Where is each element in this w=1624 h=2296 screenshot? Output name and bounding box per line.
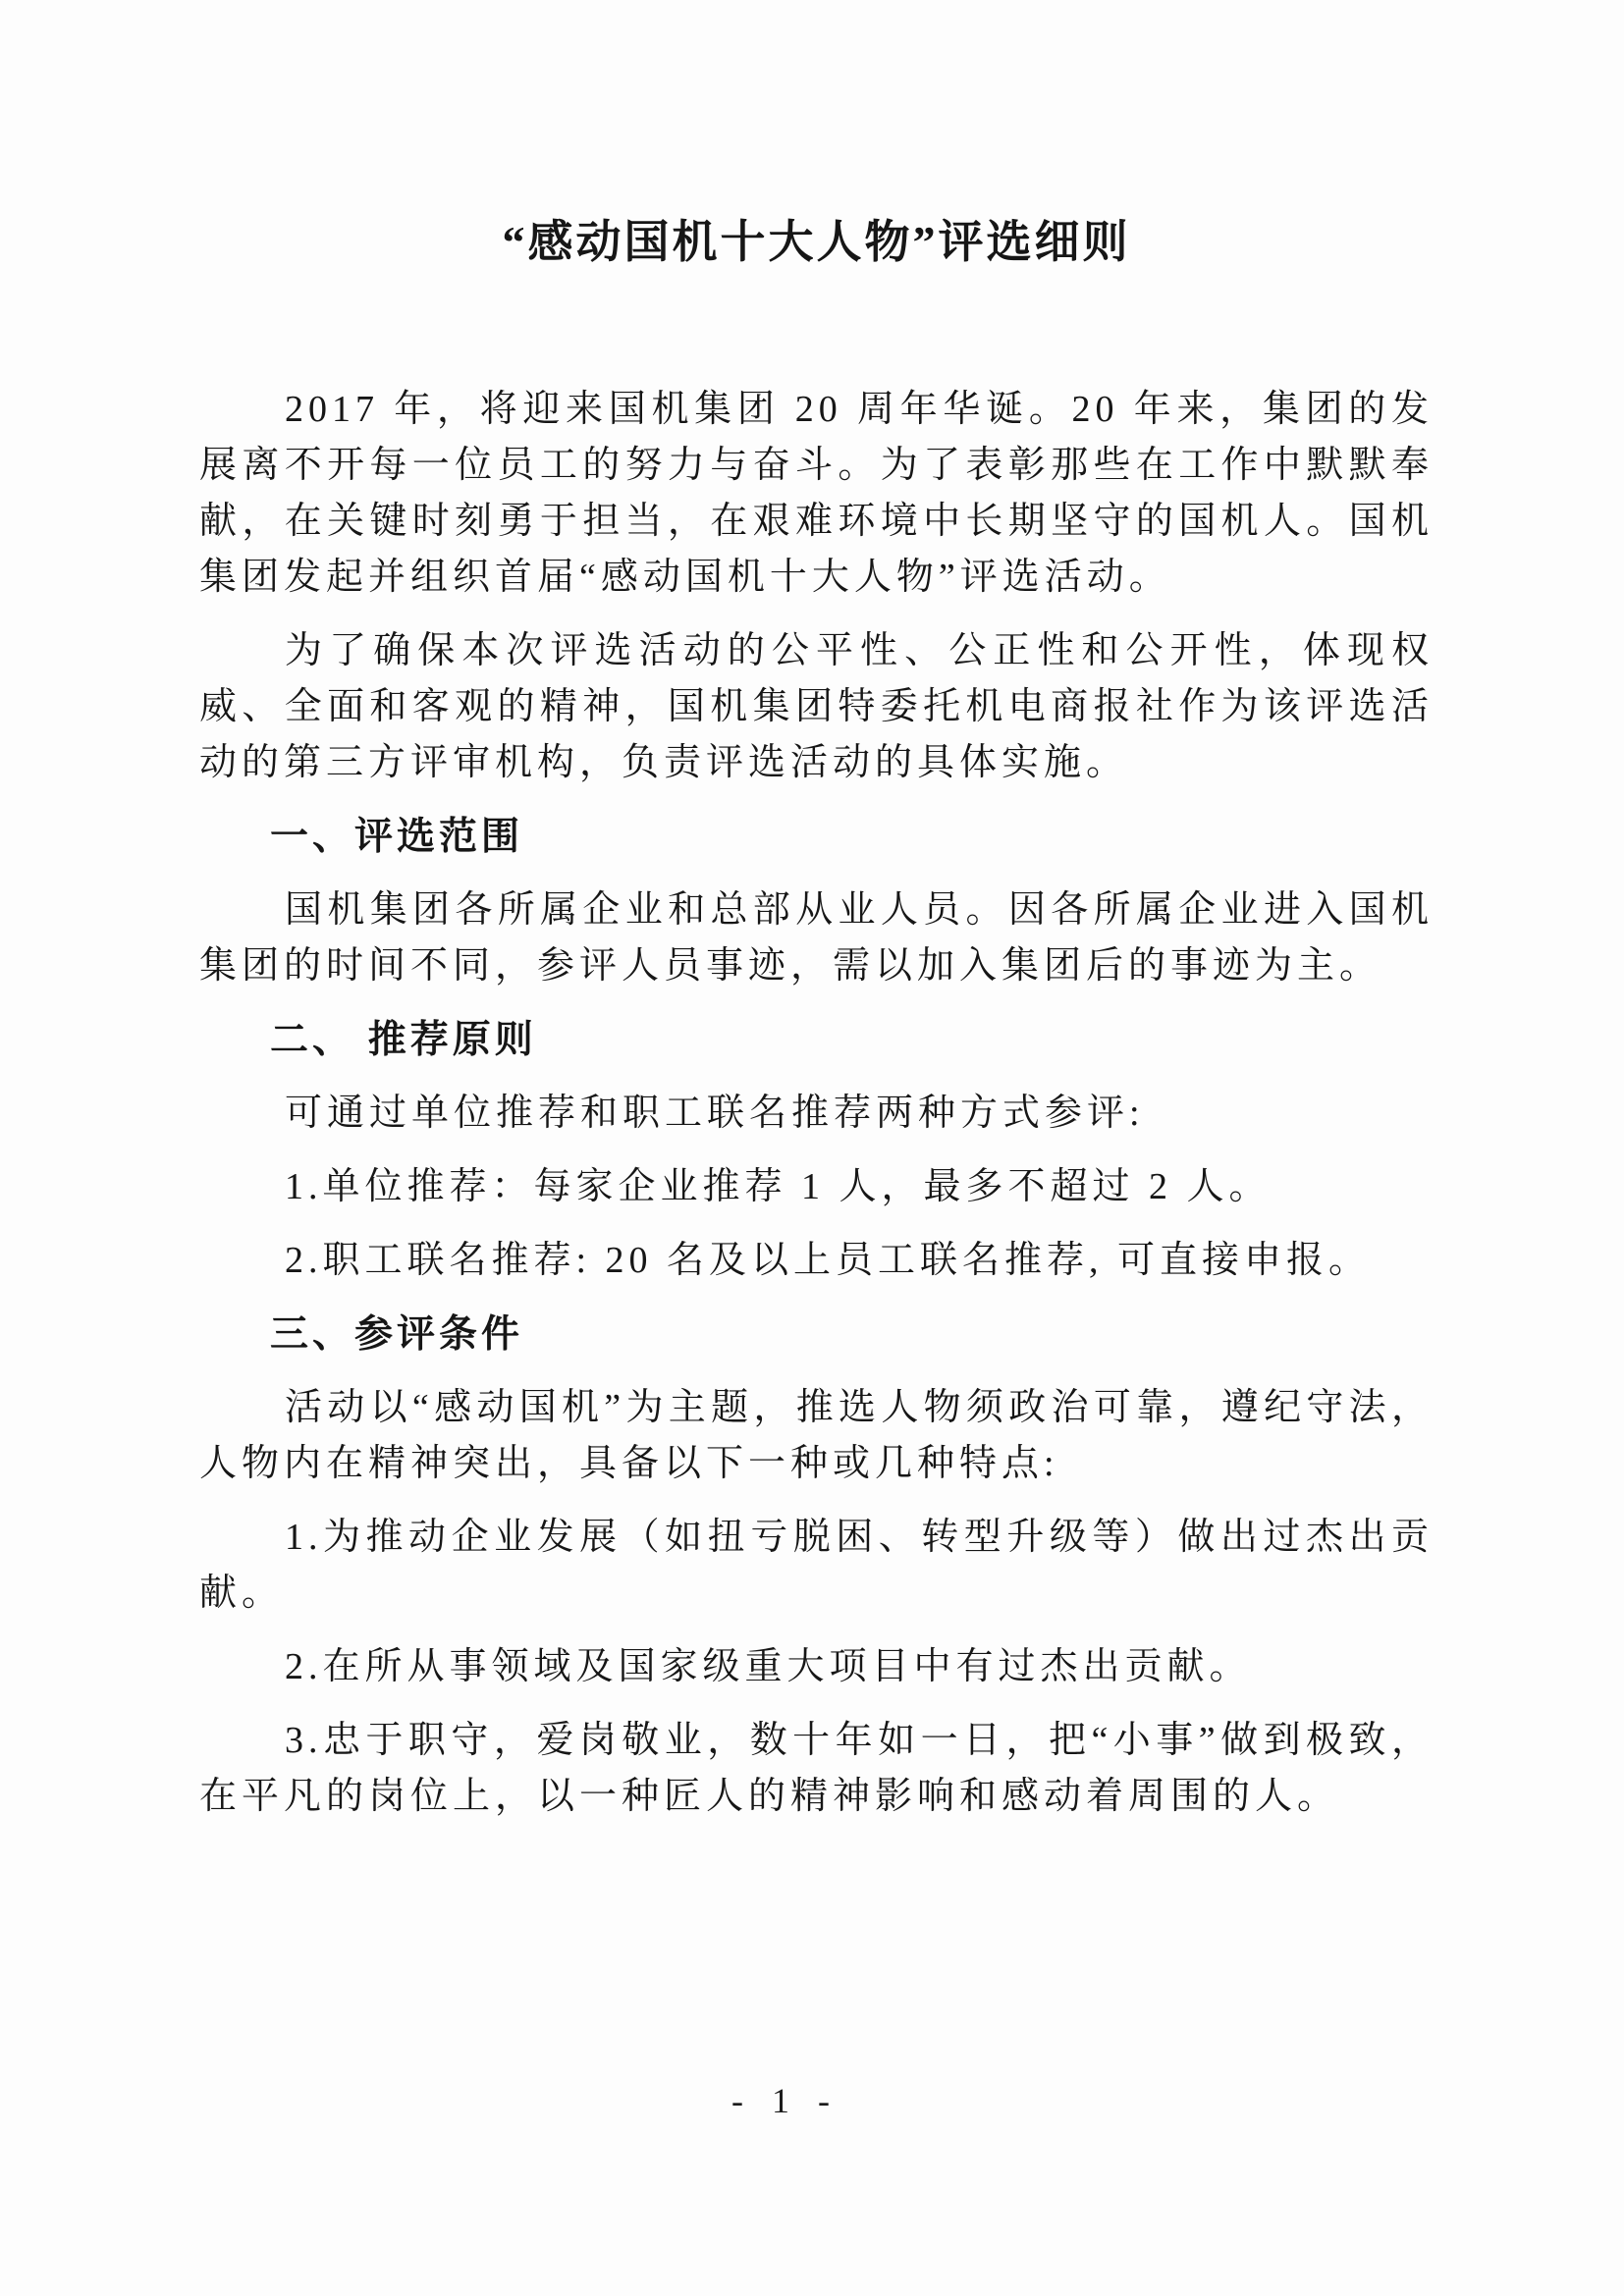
section-heading-scope: 一、评选范围 [270, 816, 524, 858]
document-title: “感动国机十大人物”评选细则 [502, 217, 1131, 267]
page-number: - 1 - [731, 2081, 839, 2120]
section-recommendation-intro: 可通过单位推荐和职工联名推荐两种方式参评: [285, 1093, 1145, 1134]
section-heading-recommendation: 二、 推荐原则 [270, 1019, 537, 1061]
section-criteria-item-1: 1.为推动企业发展（如扭亏脱困、转型升级等）做出过杰出贡献。 [199, 1517, 1434, 1614]
section-criteria-item-2: 2.在所从事领域及国家级重大项目中有过杰出贡献。 [285, 1646, 1252, 1687]
document-body [199, 213, 1434, 1842]
intro-paragraph-1: 2017 年，将迎来国机集团 20 周年华诞。20 年来，集团的发展离不开每一位员工的努力与奋斗。为了表彰那些在工作中默默奉献，在关键时刻勇于担当，在艰难环境中长期坚守的国机人。国机集团发起并组织首届“感动国机十大人物”评选活动。 [199, 389, 1434, 598]
intro-paragraph-2: 为了确保本次评选活动的公平性、公正性和公开性，体现权威、全面和客观的精神，国机集团特委托机电商报社作为该评选活动的第三方评审机构，负责评选活动的具体实施。 [199, 630, 1434, 783]
section-scope-paragraph: 国机集团各所属企业和总部从业人员。因各所属企业进入国机集团的时间不同，参评人员事迹，需以加入集团后的事迹为主。 [199, 889, 1434, 987]
section-recommendation-item-1: 1.单位推荐：每家企业推荐 1 人，最多不超过 2 人。 [285, 1166, 1272, 1207]
section-heading-criteria: 三、参评条件 [270, 1313, 524, 1356]
section-recommendation-item-2: 2.职工联名推荐: 20 名及以上员工联名推荐, 可直接申报。 [285, 1240, 1372, 1281]
section-criteria-item-3: 3.忠于职守，爱岗敬业，数十年如一日，把“小事”做到极致，在平凡的岗位上，以一种匠人的精神影响和感动着周围的人。 [199, 1720, 1434, 1817]
section-criteria-intro: 活动以“感动国机”为主题，推选人物须政治可靠，遵纪守法，人物内在精神突出，具备以下一种或几种特点: [199, 1387, 1434, 1484]
